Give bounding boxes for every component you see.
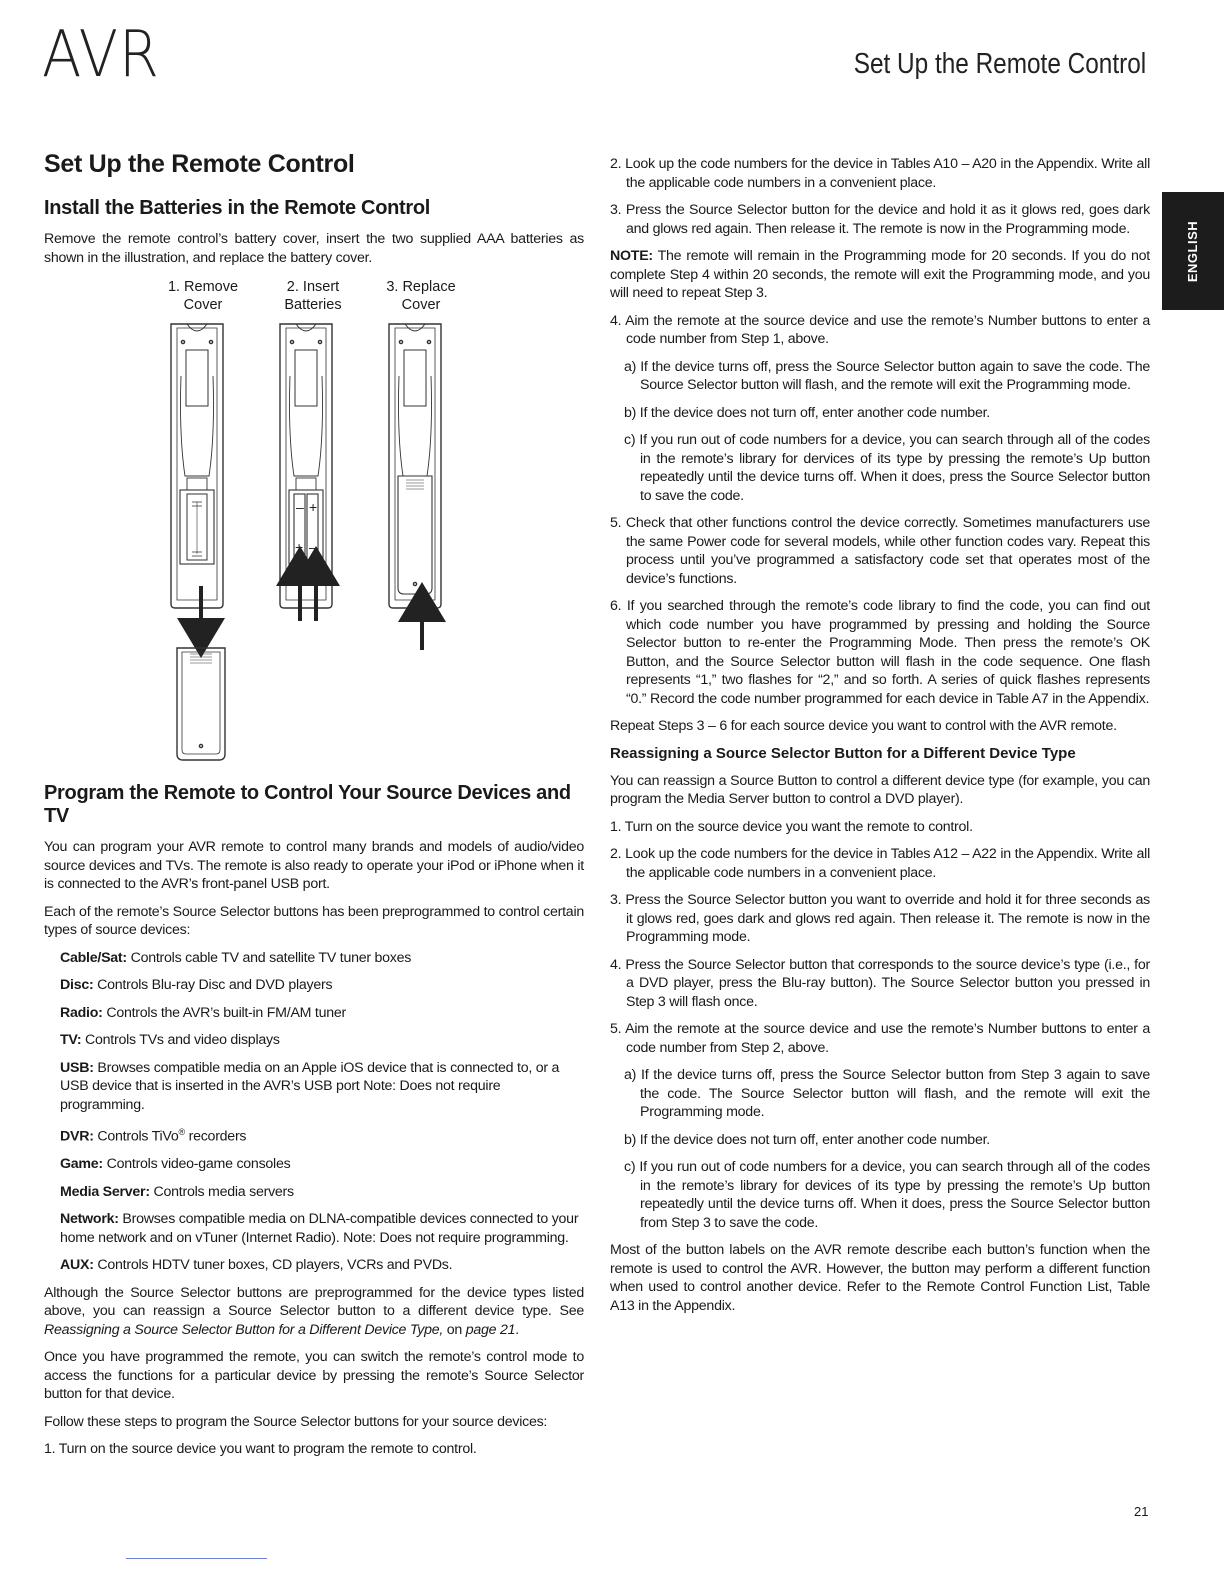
step-6: 6. If you searched through the remote’s code library to find the code, you can find out which code number you have programmed by pressing and holding the Source Selector button to re-enter the Programming Mode. Then press the remote’s OK Button, and the Source Selector button will flash in the code sequence. One flash represents “1,” two flashes for “2,” and so forth. A series of quick flashes represents “0.” Record the code number programmed for each device in Table A7 in the Appendix. [610,598,1150,707]
reassign-step-3: 3. Press the Source Selector button you want to override and hold it for three seconds as it glows red, goes dark and glows red again. Then release it. The remote is now in the Programming mode. [610,892,1150,945]
device-desc: Browses compatible media on an Apple iOS device that is connected to, or a USB device that is inserted in the AVR’s USB port Note: Does not require programming. [60,1059,560,1113]
device-desc: Controls TiVo [93,1128,179,1145]
device-desc: Controls Blu-ray Disc and DVD players [93,977,333,993]
step-2: 2. Look up the code numbers for the device in Tables A10 – A20 in the Appendix. Write all the applicable code numbers in a convenient place. [610,156,1150,191]
reassign-text-b: on [443,1321,466,1338]
device-desc: recorders [184,1128,247,1145]
device-tv [44,1031,584,1050]
program-intro-1: You can program your AVR remote to control many brands and models of audio/video source devices and TVs. The remote is also ready to operate your iPod or iPhone when it is connected to the AVR’s front-panel USB port. [44,839,584,892]
reassign-step-5b: b) If the device does not turn off, enter another code number. [624,1131,990,1148]
language-tab-label: ENGLISH [1185,220,1201,282]
follow-paragraph: Follow these steps to program the Source Selector buttons for your source devices: [44,1413,548,1430]
device-term: Network: [60,1211,119,1228]
step-3: 3. Press the Source Selector button for the device and hold it as it glows red, goes dark and glows red again. Then release it. The remote is now in the Programming mode. [610,202,1150,237]
device-desc: Controls media servers [149,1183,294,1200]
device-radio [44,1004,584,1023]
remote-2-icon [280,324,332,608]
device-dvr [44,1123,584,1146]
device-usb [44,1059,584,1115]
battery-cover-icon [177,648,225,760]
page-header-title: Set Up the Remote Control [853,48,1146,80]
caption-remove-line1: 1. Remove [167,279,239,295]
device-desc: Controls cable TV and satellite TV tuner boxes [126,949,412,966]
left-column [44,150,584,1468]
registered-mark: ® [178,1127,185,1137]
step-4: 4. Aim the remote at the source device and use the remote’s Number buttons to enter a code number from Step 1, above. [610,312,1150,347]
reassign-text-c: . [515,1321,519,1338]
device-disc [44,976,584,995]
device-term: AUX: [60,1257,94,1274]
device-desc: Controls HDTV tuner boxes, CD players, VCRs and PVDs. [93,1257,453,1274]
battery-minus-label-2: – [309,539,317,555]
right-column [610,155,1150,1324]
device-desc: Browses compatible media on DLNA-compatible devices connected to your home network and on vTuner (Internet Radio). Note: Does not require programming. [60,1211,579,1246]
device-media-server [44,1183,584,1202]
reassign-heading: Reassigning a Source Selector Button for a Different Device Type [610,744,1076,762]
reassign-intro: You can reassign a Source Button to control a different device type (for example, you can program the Media Server button to control a DVD player). [610,772,1150,807]
device-term: Radio: [60,1004,103,1021]
reassign-step-4: 4. Press the Source Selector button that corresponds to the source device’s type (i.e., for a DVD player, press the Blu-ray button). The Source Selector button you pressed in Step 3 will flash once. [610,956,1150,1010]
reassign-step-5a: a) If the device turns off, press the Source Selector button from Step 3 again to save the code. The Source Selector button will flash, and the remote will exit the Programming mode. [624,1067,1150,1120]
device-term: Game: [60,1156,103,1173]
language-tab[interactable] [1162,192,1224,310]
caption-insert-line2: Batteries [284,297,342,313]
section-title: Set Up the Remote Control [44,150,355,178]
caption-replace-line2: Cover [401,297,441,313]
battery-plus-label-2: + [295,539,304,555]
step-4c: c) If you run out of code numbers for a device, you can search through all of the codes in the remote’s library for dervices of its type by pressing the remote’s Up button repeatedly until the device turns off. When it does, press the Source Selector button to save the code. [624,432,1150,504]
reassign-step-5c: c) If you run out of code numbers for a device, you can search through all of the codes in the remote’s library for devices of its type by pressing the remote’s Up button repeatedly until the device turns off. When it does, press the Source Selector button from Step 3 to save the code. [624,1159,1150,1231]
battery-plus-label: + [309,499,318,515]
device-term: DVR: [60,1128,94,1145]
reassign-link[interactable]: Reassigning a Source Selector Button for a Different Device Type, [44,1321,444,1338]
once-paragraph: Once you have programmed the remote, you can switch the remote’s control mode to access the functions for a particular device by pressing the remote’s Source Selector button for that device. [44,1349,584,1403]
caption-insert-line1: 2. Insert [286,279,340,295]
device-term: Media Server: [60,1183,150,1200]
device-term: Cable/Sat: [60,949,127,966]
caption-remove-line2: Cover [183,297,223,313]
device-aux [44,1256,584,1275]
batteries-text: Remove the remote control’s battery cover, insert the two supplied AAA batteries as shown in the illustration, and replace the battery cover. [44,231,584,266]
step-4a: a) If the device turns off, press the Source Selector button again to save the code. The Source Selector button will flash, and the remote will exit the Programming mode. [624,358,1150,393]
device-desc: Controls the AVR’s built-in FM/AM tuner [102,1004,347,1021]
avr-logo: AVR [42,18,160,92]
battery-minus-label: – [296,499,304,515]
reassign-step-2: 2. Look up the code numbers for the device in Tables A12 – A22 in the Appendix. Write all the applicable code numbers in a convenient place. [610,846,1150,881]
repeat-paragraph: Repeat Steps 3 – 6 for each source device you want to control with the AVR remote. [610,718,1117,734]
step-4b: b) If the device does not turn off, enter another code number. [624,404,990,421]
step-5: 5. Check that other functions control the device correctly. Sometimes manufacturers use the same Power code for several models, while other function codes vary. Repeat this process until you’ve programmed a satisfactory code set that operates most of the device’s functions. [610,515,1150,587]
caption-replace-line1: 3. Replace [386,279,456,295]
remote-3-icon [389,324,441,608]
device-desc: Controls TVs and video displays [81,1032,280,1048]
reassign-step-1: 1. Turn on the source device you want the remote to control. [610,818,973,835]
reassign-step-5: 5. Aim the remote at the source device and use the remote’s Number buttons to enter a code number from Step 2, above. [610,1021,1150,1056]
reassign-paragraph [44,1284,584,1340]
device-desc: Controls video-game consoles [102,1156,291,1173]
page-reference[interactable]: page 21 [465,1321,516,1338]
note-text: The remote will remain in the Programming mode for 20 seconds. If you do not complete Step 4 within 20 seconds, the remote will exit the Programming mode, and you will need to repeat Step 3. [610,248,1150,301]
device-network [44,1210,584,1247]
device-game [44,1155,584,1174]
note [610,247,1150,303]
device-cable-sat [44,949,584,968]
note-label: NOTE: [610,248,653,264]
footer-divider [126,1558,267,1559]
program-intro-2: Each of the remote’s Source Selector buttons has been preprogrammed to control certain types of source devices: [44,903,584,938]
reassign-text-a: Although the Source Selector buttons are preprogrammed for the device types listed above, you can reassign a Source Selector button to a different device type. See [44,1284,584,1320]
remote-1-icon [171,324,223,608]
batteries-heading: Install the Batteries in the Remote Control [44,197,431,219]
program-heading: Program the Remote to Control Your Source Devices and TV [44,782,571,827]
step-1: 1. Turn on the source device you want to program the remote to control. [44,1441,477,1458]
closing-paragraph: Most of the button labels on the AVR remote describe each button’s function when the remote is used to control the AVR. However, the button may perform a different function when used to control another device. Refer to the Remote Control Function List, Table A13 in the Appendix. [610,1242,1150,1314]
device-term: Disc: [60,977,94,993]
device-term: USB: [60,1059,94,1076]
remote-drawings [44,276,584,776]
battery-illustration [44,276,584,776]
device-term: TV: [60,1032,82,1048]
page-number: 21 [1134,1504,1149,1519]
